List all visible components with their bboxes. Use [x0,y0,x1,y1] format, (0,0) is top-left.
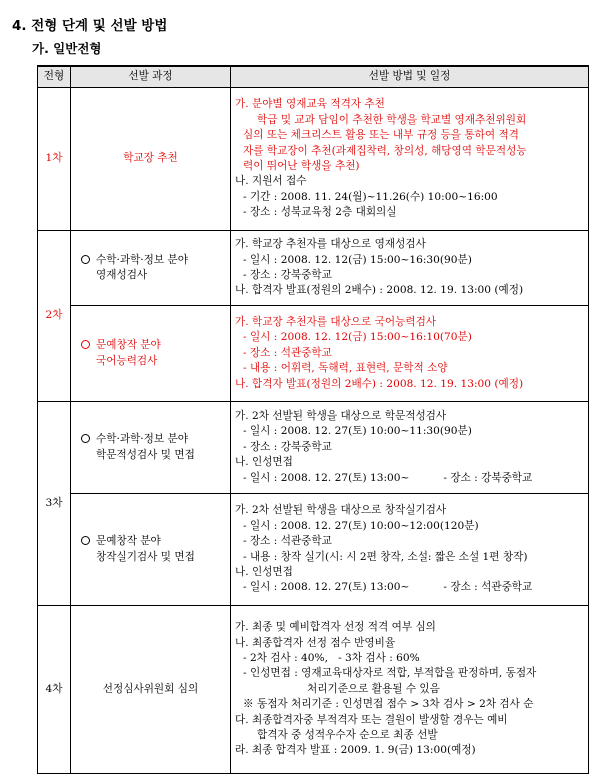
method-line: 나. 지원서 접수 [235,175,307,188]
interview-date: - 일시 : 2008. 12. 27(토) 13:00~ [243,581,410,594]
method-line: 나. 최종합격자 선정 점수 반영비율 [235,636,396,649]
stage4-method [231,606,589,774]
method-line: - 기간 : 2008. 11. 24(월)~11.26(수) 10:00~16:00 [243,190,498,203]
method-line [235,580,584,595]
process-subtitle: 창작실기검사 및 면접 [96,550,195,563]
stage3a-process [71,402,231,494]
section-title: 4. 전형 단계 및 선발 방법 [12,18,168,34]
process-title: 문예창작 분야 [96,535,161,548]
circle-bullet-icon [81,434,90,443]
process-title: 수학·과학·정보 분야 [96,433,188,446]
method-line: - 인성면접 : 영재교육대상자로 적합, 부적합을 판정하며, 동점자 [243,667,537,680]
method-line: 라. 최종 합격자 발표 : 2009. 1. 9(금) 13:00(예정) [235,744,476,757]
method-line: 처리기준으로 활용될 수 있음 [307,682,440,695]
method-line: - 내용 : 어휘력, 독해력, 표현력, 문학적 소양 [243,362,448,375]
method-line: 학급 및 교과 담임이 추천한 학생을 학교별 영재추천위원회 [257,113,527,126]
process-subtitle: 학문적성검사 및 면접 [96,448,195,461]
table-row-stage2a [38,231,589,306]
method-line: 가. 2차 선발된 학생을 대상으로 창작실기검사 [235,504,447,517]
method-line: - 내용 : 창작 실기(시: 시 2편 창작, 소설: 짧은 소설 1편 창작) [243,550,528,563]
stage4-label: 4차 [38,606,71,774]
method-line: 다. 최종합격자중 부적격자 또는 결원이 발생할 경우는 예비 [235,713,508,726]
method-line: 가. 학교장 추천자를 대상으로 국어능력검사 [235,315,437,328]
interview-date: - 일시 : 2008. 12. 27(토) 13:00~ [243,471,410,484]
stage2-label: 2차 [38,231,71,402]
method-line: - 장소 : 석관중학교 [243,535,332,548]
method-line: - 일시 : 2008. 12. 27(토) 10:00~12:00(120분) [243,519,479,532]
table-row-stage2b [38,306,589,402]
process-title: 수학·과학·정보 분야 [96,253,188,266]
stage2b-process [71,306,231,402]
method-line: ※ 동점자 처리기준 : 인성면접 점수 > 3차 검사 > 2차 검사 순 [243,698,534,711]
process-title: 문예창작 분야 [96,339,161,352]
circle-bullet-icon [81,255,90,264]
stage3a-method [231,402,589,494]
method-line: 가. 분야별 영재교육 적격자 추천 [235,98,385,111]
circle-bullet-icon [81,340,90,349]
method-line: - 장소 : 강북중학교 [243,269,332,281]
method-line: 가. 2차 선발된 학생을 대상으로 학문적성검사 [235,409,447,422]
method-line: 나. 합격자 발표(정원의 2배수) : 2008. 12. 19. 13:00 (예정) [235,284,524,297]
stage1-label: 1차 [38,88,71,231]
selection-table [37,65,589,774]
header-stage: 전형 [38,66,71,88]
method-line: 나. 인성면접 [235,456,293,469]
stage2a-process [71,231,231,306]
method-line [235,651,584,666]
stage3-label: 3차 [38,402,71,606]
table-header-row [38,66,589,88]
stage2a-method [231,231,589,306]
method-line: 나. 합격자 발표(정원의 2배수) : 2008. 12. 19. 13:00 (예정) [235,377,524,390]
interview-place: - 장소 : 석관중학교 [443,581,533,594]
stage2b-method [231,306,589,402]
header-process: 선발 과정 [71,66,231,88]
table-row-stage3b [38,494,589,606]
method-line [235,471,584,486]
method-line: - 일시 : 2008. 12. 12(금) 15:00~16:30(90분) [243,253,472,266]
table-row-stage4 [38,606,589,774]
stage4-process: 선정심사위원회 심의 [71,606,231,774]
table-row-stage3a [38,402,589,494]
circle-bullet-icon [81,536,90,545]
stage1-process: 학교장 추천 [71,88,231,231]
method-line: 가. 학교장 추천자를 대상으로 영재성검사 [235,238,426,251]
score-ratio-3rd: - 3차 검사 : 60% [338,651,420,664]
stage3b-process [71,494,231,606]
table-row-stage1 [38,88,589,231]
method-line: 력이 뛰어난 학생을 추천) [243,160,360,172]
method-line: - 장소 : 성북교육청 2층 대회의실 [243,206,397,219]
method-line: 자를 학교장이 추천(과제집착력, 창의성, 해당영역 학문적성능 [243,144,527,157]
stage3b-method [231,494,589,606]
method-line: 심의 또는 체크리스트 활용 또는 내부 규정 등을 통하여 적격 [243,129,519,142]
method-line: - 장소 : 석관중학교 [243,346,332,359]
method-line: - 장소 : 강북중학교 [243,440,332,453]
method-line: 나. 인성면접 [235,565,293,578]
method-line: - 일시 : 2008. 12. 12(금) 15:00~16:10(70분) [243,331,472,344]
process-subtitle: 국어능력검사 [96,354,158,367]
score-ratio-2nd: - 2차 검사 : 40%, [243,651,328,664]
stage1-method [231,88,589,231]
method-line: 가. 최종 및 예비합격자 선정 적격 여부 심의 [235,621,436,634]
header-method: 선발 방법 및 일정 [231,66,589,88]
subsection-title: 가. 일반전형 [32,41,102,56]
interview-place: - 장소 : 강북중학교 [443,471,533,484]
method-line: - 일시 : 2008. 12. 27(토) 10:00~11:30(90분) [243,425,472,438]
process-subtitle: 영재성검사 [96,269,148,281]
method-line: 합격자 중 성적우수자 순으로 최종 선발 [257,729,438,742]
